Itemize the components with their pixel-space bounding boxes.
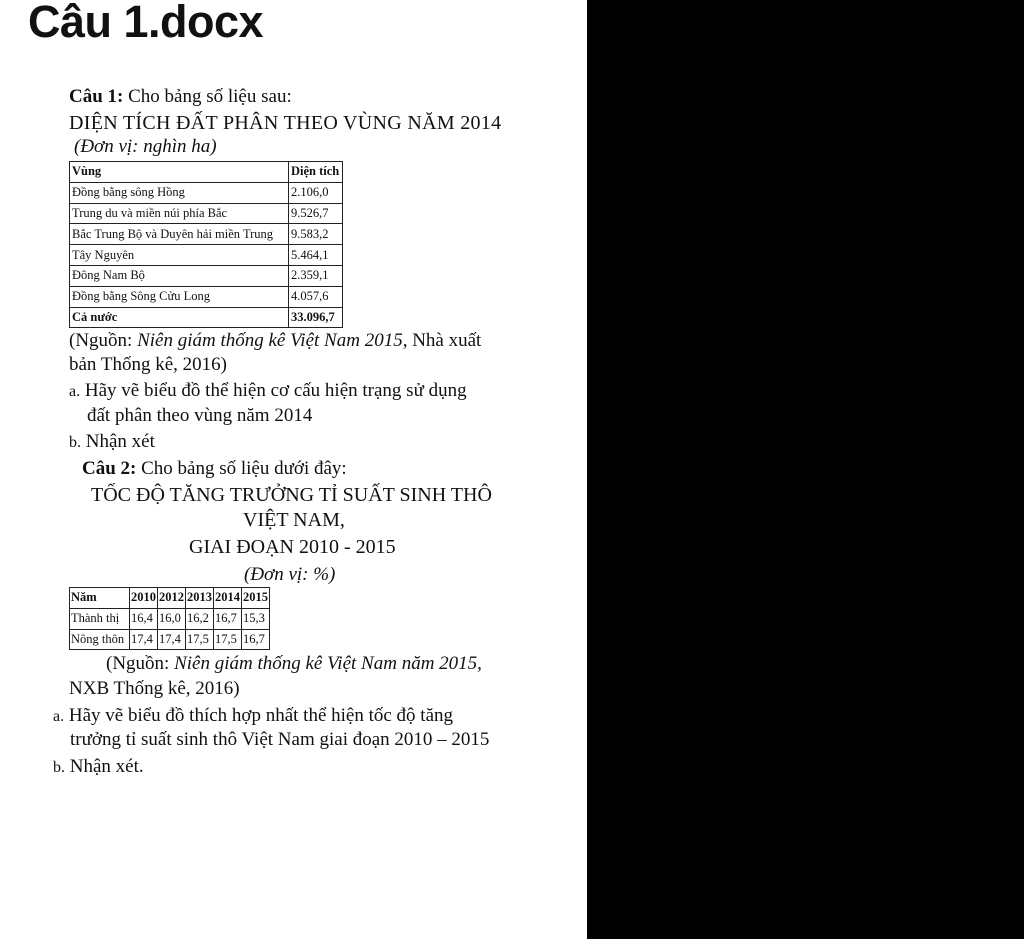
table-cell: 5.464,1 <box>289 245 343 266</box>
q1-b-marker: b. <box>69 434 81 451</box>
table-cell: 16,0 <box>158 608 186 629</box>
table-row <box>70 608 270 629</box>
table-cell: 9.583,2 <box>289 224 343 245</box>
q2-a-marker: a. <box>53 708 65 725</box>
q2-source-line2: NXB Thống kê, 2016) <box>69 678 240 699</box>
table-row <box>70 224 343 245</box>
q2-title-line2: VIỆT NAM, <box>243 509 345 531</box>
q1-item-b <box>69 431 155 453</box>
q1-source-prefix: (Nguồn: <box>69 330 138 351</box>
table-cell: Bắc Trung Bộ và Duyên hải miền Trung <box>70 224 289 245</box>
q2-unit: (Đơn vị: %) <box>244 564 336 585</box>
q1-a-marker: a. <box>69 383 81 400</box>
table-cell: Đồng bằng sông Hồng <box>70 182 289 203</box>
q1-source-title: Niên giám thống kê Việt Nam 2015, <box>137 330 408 351</box>
q1-heading <box>69 86 292 108</box>
q1-label: Câu 1: <box>69 86 124 107</box>
table-header-cell: Vùng <box>70 162 289 183</box>
table-header-row <box>70 162 343 183</box>
q2-item-a <box>53 705 453 727</box>
table-cell: 17,4 <box>158 629 186 650</box>
table-cell: Nông thôn <box>70 629 130 650</box>
table-total-row <box>70 307 343 328</box>
table-header-cell: Diện tích <box>289 162 343 183</box>
table-cell: Cả nước <box>70 307 289 328</box>
q2-source-title: Niên giám thống kê Việt Nam năm 2015, <box>174 653 482 674</box>
q1-a-text: Hãy vẽ biểu đồ thể hiện cơ cấu hiện trạng sử dụng <box>80 380 467 401</box>
table-header-cell: 2015 <box>242 588 270 609</box>
q1-source <box>69 330 481 352</box>
q2-heading <box>82 458 347 480</box>
q2-title-line1: TỐC ĐỘ TĂNG TRƯỞNG TỈ SUẤT SINH THÔ <box>91 484 492 506</box>
table-header-cell: 2012 <box>158 588 186 609</box>
table-header-cell: 2010 <box>130 588 158 609</box>
table-cell: 4.057,6 <box>289 286 343 307</box>
q2-item-b <box>53 756 144 778</box>
table-row <box>70 265 343 286</box>
file-title: Câu 1.docx <box>28 0 264 47</box>
table-cell: Tây Nguyên <box>70 245 289 266</box>
table-row <box>70 245 343 266</box>
table-cell: Đông Nam Bộ <box>70 265 289 286</box>
table-cell: 16,2 <box>186 608 214 629</box>
table-header-row <box>70 588 270 609</box>
q1-data-table <box>69 161 343 328</box>
q1-intro: Cho bảng số liệu sau: <box>123 86 292 107</box>
q2-label: Câu 2: <box>82 458 137 479</box>
q2-b-marker: b. <box>53 759 65 776</box>
table-cell: 17,4 <box>130 629 158 650</box>
q2-a-text: Hãy vẽ biểu đồ thích hợp nhất thể hiện tốc độ tăng <box>64 705 454 726</box>
table-cell: Đồng bằng Sông Cửu Long <box>70 286 289 307</box>
q1-unit: (Đơn vị: nghìn ha) <box>74 136 217 157</box>
q2-source-prefix: (Nguồn: <box>106 653 175 674</box>
table-cell: Trung du và miền núi phía Bắc <box>70 203 289 224</box>
table-header-cell: Năm <box>70 588 130 609</box>
q2-data-table <box>69 587 270 650</box>
q2-source <box>106 653 482 675</box>
q1-item-a <box>69 380 467 402</box>
q1-b-text: Nhận xét <box>81 431 155 452</box>
table-cell: 2.106,0 <box>289 182 343 203</box>
table-cell: Thành thị <box>70 608 130 629</box>
q2-title-line3: GIAI ĐOẠN 2010 - 2015 <box>189 536 396 558</box>
table-cell: 2.359,1 <box>289 265 343 286</box>
q1-table-title: DIỆN TÍCH ĐẤT PHÂN THEO VÙNG NĂM 2014 <box>69 112 502 134</box>
table-cell: 33.096,7 <box>289 307 343 328</box>
table-row <box>70 286 343 307</box>
table-cell: 15,3 <box>242 608 270 629</box>
table-cell: 9.526,7 <box>289 203 343 224</box>
q1-source-line2: bản Thống kê, 2016) <box>69 354 227 375</box>
table-header-cell: 2014 <box>214 588 242 609</box>
q1-source-suffix: Nhà xuất <box>407 330 482 351</box>
q2-a-text-line2: trưởng tỉ suất sinh thô Việt Nam giai đoạn 2010 – 2015 <box>70 729 490 750</box>
q2-intro: Cho bảng số liệu dưới đây: <box>136 458 347 479</box>
table-header-cell: 2013 <box>186 588 214 609</box>
table-cell: 16,7 <box>242 629 270 650</box>
table-cell: 16,7 <box>214 608 242 629</box>
table-cell: 17,5 <box>214 629 242 650</box>
table-row <box>70 629 270 650</box>
table-cell: 16,4 <box>130 608 158 629</box>
table-row <box>70 203 343 224</box>
q1-a-text-line2: đất phân theo vùng năm 2014 <box>87 405 313 426</box>
blank-dark-area <box>587 0 1024 939</box>
table-cell: 17,5 <box>186 629 214 650</box>
q2-b-text: Nhận xét. <box>65 756 144 777</box>
table-row <box>70 182 343 203</box>
